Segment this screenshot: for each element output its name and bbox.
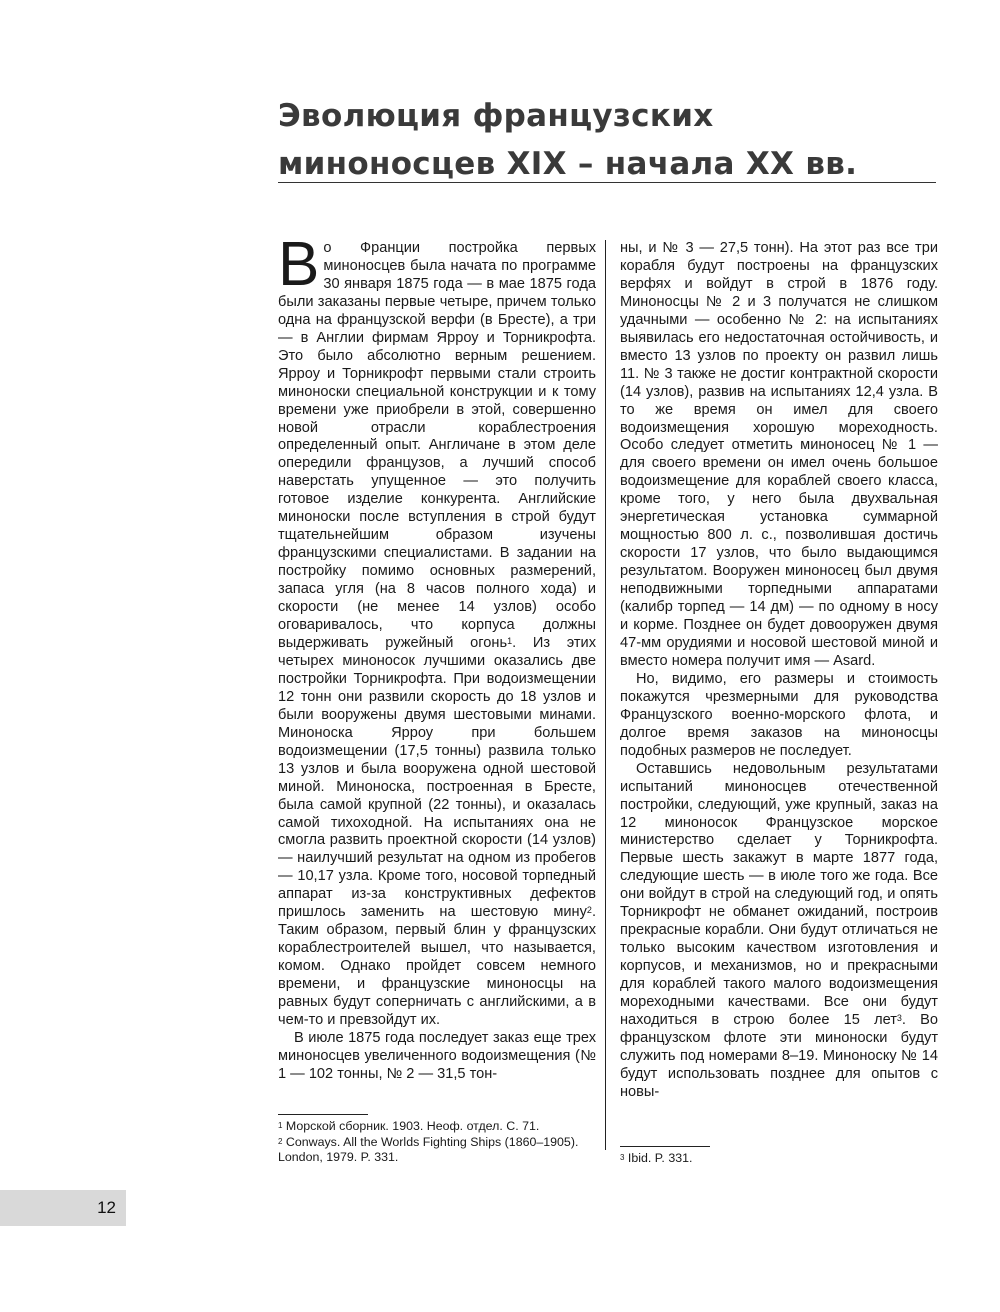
footnote-1-text: Морской сборник. 1903. Неоф. отдел. С. 71. (285, 1119, 540, 1133)
column-divider (605, 240, 606, 1150)
footnote-2-text: Conways. All the Worlds Fighting Ships (1860–1905). London, 1979. P. 331. (278, 1134, 579, 1164)
left-paragraph-1 (278, 230, 597, 1030)
right-paragraph-3 (620, 761, 938, 1102)
page-title (278, 92, 938, 188)
footnote-3-text: Ibid. P. 331. (627, 1151, 693, 1165)
footnote-1-number: 1 (278, 1121, 283, 1130)
footnote-ref-1: 1 (507, 635, 513, 646)
footnote-ref-3: 3 (896, 1012, 902, 1023)
left-p1-text-c: . Таким образом, первый блин у французских кораблестроителей вышел, что называется, комом. Однако пройдет совсем немного времени, и французские миноносцы на равных будут соперничать с английскими, а в чем-то и превзойдут их. (278, 904, 596, 1028)
footnotes-right (620, 1146, 938, 1167)
right-paragraph-2: Но, видимо, его размеры и стоимость покажутся чрезмерными для руководства Французского военно-морского флота, и долгое время заказов на миноносцы подобных размеров не последует. (620, 670, 938, 759)
page-number-tab (0, 1190, 126, 1226)
footnote-2-number: 2 (278, 1136, 283, 1146)
footnote-3-number: 3 (620, 1153, 625, 1162)
page-number: 12 (97, 1198, 116, 1217)
footnote-3 (620, 1151, 938, 1167)
right-p3-text-a: Оставшись недовольным результатами испытаний миноносцев отечественной постройки, следующий, уже крупный, заказ на 12 миноносок Французское морское министерство сделает у Торникрофта. Первые шесть закажут в марте 1877 года, следующие шесть — в июле того же года. Все они войдут в строй на следующий год, и опять Торникрофт не обманет ожиданий, построив прекрасные корабли. Они будут отличаться не только высоким качеством изготовления и корпусов, и механизмов, но и прекрасными для кораблей такого малого водоизмещения мореходными качествами. Все они будут находиться в строю более 15 лет (620, 760, 938, 1028)
left-column (278, 230, 597, 1084)
footnote-rule-left (278, 1114, 368, 1115)
footnote-1 (278, 1119, 596, 1135)
drop-cap: В (278, 230, 320, 299)
right-p3-text-b: . Во французском флоте эти миноноски будут служить под номерами 8–19. Миноноску № 14 будут использовать позднее для опытов с новы- (620, 1011, 938, 1100)
page-title-line-1: Эволюция французских (278, 98, 714, 134)
footnotes-left (278, 1114, 596, 1166)
footnote-2 (278, 1135, 596, 1166)
right-paragraph-1: ны, и № 3 — 27,5 тонн). На этот раз все три корабля будут построены на французских верфях и войдут в строй в 1876 году. Миноносцы № 2 и 3 получатся не слишком удачными — особенно № 2: на испытаниях выявилась его недостаточная остойчивость, и вместо 13 узлов по проекту он развил лишь 11. № 3 также не достиг контрактной скорости (14 узлов), развив на испытаниях 12,4 узла. В то же время он имел для своего водоизмещения хорошую мореходность. Особо следует отметить миноносец № 1 — для своего времени он имел очень большое водоизмещение для кораблей своего класса, кроме того, у него была двухвальная энергетическая установка суммарной мощностью 800 л. с., позволившая достичь скорости 17 узлов, что было выдающимся результатом. Вооружен миноносец был двумя неподвижными торпедными аппаратами (калибр торпед — 14 дм) — по одному в носу и корме. Позднее он будет довооружен двумя 47-мм орудиями и носовой шестовой миной и вместо номера получит имя — Asard. (620, 240, 938, 669)
left-paragraph-2: В июле 1875 года последует заказ еще трех миноносцев увеличенного водоизмещения (№ 1 — 102 тонны, № 2 — 31,5 тон- (278, 1029, 596, 1082)
right-column (620, 240, 938, 1102)
left-p1-text-a: о Франции постройка первых миноносцев была начата по программе 30 января 1875 года — в мае 1875 года были заказаны первые четыре, причем только одна на французской верфи (в Бресте), а три — в Англии фирмам Ярроу и Торникрофта. Это было абсолютно верным решением. Ярроу и Торникрофт первыми стали строить миноноски специальной конструкции и к тому времени уже приобрели в этой, совершенно новой отрасли кораблестроения определенный опыт. Англичане в этом деле опередили французов, а лучший способ наверстать упущенное — это получить готовое изделие конкурента. Английские миноноски после вступления в строй будут тщательнейшим образом изучены французскими специалистами. В задании на постройку помимо основных размерений, запаса угля (на 8 часов полного хода) и скорости (не менее 14 узлов) особо оговаривалось, что корпуса должны выдерживать ружейный огонь (278, 240, 596, 651)
left-p1-text-b: . Из этих четырех миноносок лучшими оказались две постройки Торникрофта. При водоизмещении 12 тонн они развили скорость до 18 узлов и были вооружены двумя шестовыми минами. Миноноска Ярроу при большем водоизмещении (17,5 тонны) развила только 13 узлов и была вооружена одной шестовой миной. Миноноска, построенная в Бресте, была самой крупной (22 тонны), и оказалась самой тихоходной. На испытаниях она не смогла развить проектной скорости (14 узлов) — наилучший результат на одном из пробегов — 10,17 узла. Кроме того, носовой торпедный аппарат из-за конструктивных дефектов пришлось заменить на шестовую мину (278, 634, 597, 921)
footnote-rule-right (620, 1146, 710, 1147)
footnote-ref-2: 2 (586, 905, 592, 916)
page-title-line-2: миноносцев XIX – начала XX вв. (278, 146, 858, 182)
title-rule (278, 182, 936, 183)
